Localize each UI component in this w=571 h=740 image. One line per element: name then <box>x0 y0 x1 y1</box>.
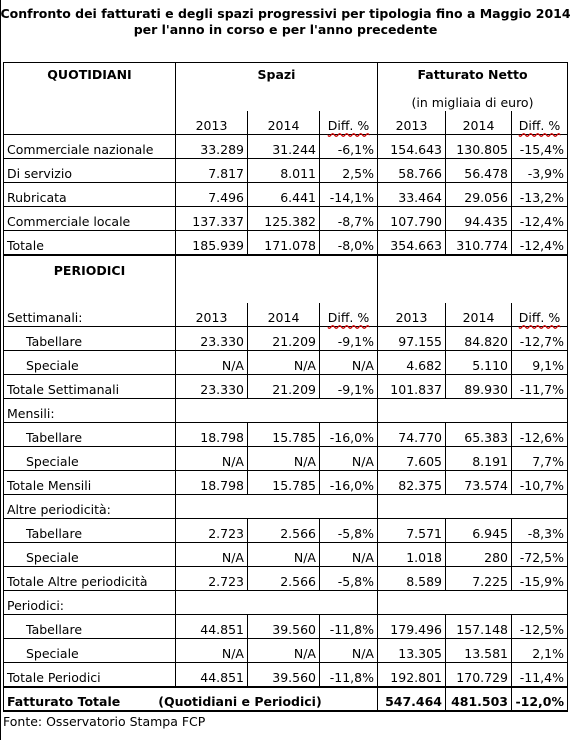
cell-sd: 2,5% <box>320 159 378 183</box>
cell-sd: N/A <box>320 351 378 375</box>
year-2014-fatturato: 2014 <box>446 303 512 327</box>
header-row-2 <box>4 87 568 111</box>
cell-fd: -8,3% <box>512 519 568 543</box>
cell-s14: N/A <box>248 639 320 663</box>
cell-f14: 6.945 <box>446 519 512 543</box>
row-label: Tabellare <box>4 615 176 639</box>
row-label: Commerciale nazionale <box>4 135 176 159</box>
cell-s14: N/A <box>248 351 320 375</box>
cell-sd: -16,0% <box>320 471 378 495</box>
empty-cell <box>378 255 568 279</box>
cell-fd: -3,9% <box>512 159 568 183</box>
row-label: Speciale <box>4 447 176 471</box>
fatturato-subheader: (in migliaia di euro) <box>378 87 568 111</box>
cell-f13: 354.663 <box>378 231 446 255</box>
empty-cell <box>4 279 176 303</box>
cell-sd: -16,0% <box>320 423 378 447</box>
group-total-row <box>4 567 568 591</box>
empty-cell <box>4 111 176 135</box>
cell-sd: -5,8% <box>320 519 378 543</box>
header-row-1 <box>4 63 568 87</box>
cell-s13: 185.939 <box>176 231 248 255</box>
group-total-row <box>4 471 568 495</box>
cell-fd: -72,5% <box>512 543 568 567</box>
cell-f14: 56.478 <box>446 159 512 183</box>
cell-sd: -8,7% <box>320 207 378 231</box>
settimanali-header-row <box>4 303 568 327</box>
periodici-header: PERIODICI <box>4 255 176 279</box>
cell-f14: 84.820 <box>446 327 512 351</box>
cell-sd: -9,1% <box>320 327 378 351</box>
cell-sd: -11,8% <box>320 615 378 639</box>
table-row <box>4 207 568 231</box>
table-row <box>4 423 568 447</box>
cell-f13: 154.643 <box>378 135 446 159</box>
cell-fd: -12,4% <box>512 231 568 255</box>
cell-f13: 74.770 <box>378 423 446 447</box>
diff-spazi: Diff. % <box>320 111 378 135</box>
cell-s13: 2.723 <box>176 519 248 543</box>
cell-fd: -10,7% <box>512 471 568 495</box>
table-row <box>4 447 568 471</box>
cell-s14: 6.441 <box>248 183 320 207</box>
row-label: Speciale <box>4 351 176 375</box>
year-2014-fatturato: 2014 <box>446 111 512 135</box>
row-label: Di servizio <box>4 159 176 183</box>
year-2013-fatturato: 2013 <box>378 111 446 135</box>
cell-s13: N/A <box>176 639 248 663</box>
cell-f13: 97.155 <box>378 327 446 351</box>
row-label: Totale Altre periodicità <box>4 567 176 591</box>
cell-f14: 94.435 <box>446 207 512 231</box>
cell-s14: 15.785 <box>248 423 320 447</box>
row-label: Speciale <box>4 639 176 663</box>
cell-f13: 1.018 <box>378 543 446 567</box>
cell-sd: N/A <box>320 447 378 471</box>
cell-s13: 18.798 <box>176 423 248 447</box>
cell-fd: -11,7% <box>512 375 568 399</box>
cell-sd: -14,1% <box>320 183 378 207</box>
periodici-header-row <box>4 255 568 279</box>
revenue-table <box>3 62 568 712</box>
cell-s13: 18.798 <box>176 471 248 495</box>
grand-total-subtext: (Quotidiani e Periodici) <box>158 693 322 709</box>
empty-cell <box>378 495 568 519</box>
cell-f13: 8.589 <box>378 567 446 591</box>
cell-f13: 33.464 <box>378 183 446 207</box>
group-header-row <box>4 495 568 519</box>
empty-cell <box>176 399 378 423</box>
cell-f13: 179.496 <box>378 615 446 639</box>
row-label: Totale <box>4 231 176 255</box>
cell-s14: N/A <box>248 543 320 567</box>
group-label: Altre periodicità: <box>4 495 176 519</box>
cell-f13: 13.305 <box>378 639 446 663</box>
grand-total-row <box>4 687 568 711</box>
cell-f14: 7.225 <box>446 567 512 591</box>
table-row <box>4 639 568 663</box>
group-header-row <box>4 591 568 615</box>
empty-cell <box>378 399 568 423</box>
empty-cell <box>176 279 378 303</box>
table-row <box>4 159 568 183</box>
group-total-row <box>4 375 568 399</box>
cell-f13: 4.682 <box>378 351 446 375</box>
diff-fatturato: Diff. % <box>512 111 568 135</box>
cell-fd: 2,1% <box>512 639 568 663</box>
cell-sd: -8,0% <box>320 231 378 255</box>
row-label: Totale Periodici <box>4 663 176 687</box>
cell-fd: -13,2% <box>512 183 568 207</box>
cell-fd: -12,6% <box>512 423 568 447</box>
year-2014-spazi: 2014 <box>248 303 320 327</box>
cell-sd: N/A <box>320 639 378 663</box>
table-row <box>4 519 568 543</box>
table-row <box>4 327 568 351</box>
year-2013-spazi: 2013 <box>176 303 248 327</box>
grand-total-label <box>4 687 378 711</box>
cell-s13: 44.851 <box>176 615 248 639</box>
cell-f14: 65.383 <box>446 423 512 447</box>
cell-s14: 21.209 <box>248 327 320 351</box>
cell-f14: 73.574 <box>446 471 512 495</box>
empty-cell <box>176 87 378 111</box>
cell-f13: 82.375 <box>378 471 446 495</box>
cell-f14: 170.729 <box>446 663 512 687</box>
table-row <box>4 351 568 375</box>
cell-s13: 33.289 <box>176 135 248 159</box>
row-label: Rubricata <box>4 183 176 207</box>
cell-s14: 2.566 <box>248 567 320 591</box>
cell-fd: -12,5% <box>512 615 568 639</box>
cell-s13: 44.851 <box>176 663 248 687</box>
group-header-row <box>4 399 568 423</box>
empty-cell <box>176 495 378 519</box>
cell-f14: 8.191 <box>446 447 512 471</box>
cell-f14: 5.110 <box>446 351 512 375</box>
cell-s14: 39.560 <box>248 615 320 639</box>
diff-fatturato: Diff. % <box>512 303 568 327</box>
year-2013-spazi: 2013 <box>176 111 248 135</box>
quotidiani-header: QUOTIDIANI <box>4 63 176 87</box>
group-label: Periodici: <box>4 591 176 615</box>
cell-f14: 89.930 <box>446 375 512 399</box>
year-2014-spazi: 2014 <box>248 111 320 135</box>
cell-s14: N/A <box>248 447 320 471</box>
table-row <box>4 543 568 567</box>
grand-total-f13: 547.464 <box>378 687 446 711</box>
table-row <box>4 135 568 159</box>
cell-s14: 21.209 <box>248 375 320 399</box>
title-line-2: per l'anno in corso e per l'anno precedente <box>133 22 438 37</box>
row-label: Totale Mensili <box>4 471 176 495</box>
cell-f14: 157.148 <box>446 615 512 639</box>
cell-s13: N/A <box>176 351 248 375</box>
title-line-1: Confronto dei fatturati e degli spazi progressivi per tipologia fino a Maggio 2014 <box>0 6 571 21</box>
empty-cell <box>176 591 378 615</box>
cell-f13: 107.790 <box>378 207 446 231</box>
cell-fd: -15,4% <box>512 135 568 159</box>
cell-fd: -12,7% <box>512 327 568 351</box>
cell-sd: -9,1% <box>320 375 378 399</box>
table-title <box>0 6 571 38</box>
cell-s13: N/A <box>176 543 248 567</box>
cell-fd: -11,4% <box>512 663 568 687</box>
empty-cell <box>378 279 568 303</box>
group-total-row <box>4 663 568 687</box>
row-label: Totale Settimanali <box>4 375 176 399</box>
cell-fd: -15,9% <box>512 567 568 591</box>
table-body <box>4 63 568 711</box>
empty-cell <box>176 255 378 279</box>
group-label: Mensili: <box>4 399 176 423</box>
diff-spazi: Diff. % <box>320 303 378 327</box>
cell-f14: 280 <box>446 543 512 567</box>
cell-s13: 7.496 <box>176 183 248 207</box>
cell-f14: 310.774 <box>446 231 512 255</box>
cell-fd: 7,7% <box>512 447 568 471</box>
empty-cell <box>378 591 568 615</box>
cell-f14: 29.056 <box>446 183 512 207</box>
cell-s13: 2.723 <box>176 567 248 591</box>
row-label: Commerciale locale <box>4 207 176 231</box>
cell-s14: 171.078 <box>248 231 320 255</box>
cell-fd: -12,4% <box>512 207 568 231</box>
grand-total-f14: 481.503 <box>446 687 512 711</box>
cell-s13: N/A <box>176 447 248 471</box>
cell-s13: 23.330 <box>176 327 248 351</box>
grand-total-fd: -12,0% <box>512 687 568 711</box>
cell-s13: 137.337 <box>176 207 248 231</box>
cell-f13: 7.571 <box>378 519 446 543</box>
header-row-years <box>4 111 568 135</box>
cell-sd: N/A <box>320 543 378 567</box>
table-row <box>4 615 568 639</box>
cell-s14: 125.382 <box>248 207 320 231</box>
table-row <box>4 183 568 207</box>
cell-sd: -5,8% <box>320 567 378 591</box>
quotidiani-total-row <box>4 231 568 255</box>
fatturato-header: Fatturato Netto <box>378 63 568 87</box>
cell-s13: 7.817 <box>176 159 248 183</box>
cell-s14: 15.785 <box>248 471 320 495</box>
source-note: Fonte: Osservatorio Stampa FCP <box>3 714 206 729</box>
row-label: Tabellare <box>4 327 176 351</box>
cell-f14: 13.581 <box>446 639 512 663</box>
spacer-row <box>4 279 568 303</box>
grand-total-text: Fatturato Totale <box>7 693 121 709</box>
cell-fd: 9,1% <box>512 351 568 375</box>
row-label: Tabellare <box>4 423 176 447</box>
empty-cell <box>4 87 176 111</box>
cell-s14: 2.566 <box>248 519 320 543</box>
row-label: Speciale <box>4 543 176 567</box>
cell-f13: 7.605 <box>378 447 446 471</box>
cell-sd: -6,1% <box>320 135 378 159</box>
group-label: Settimanali: <box>4 303 176 327</box>
cell-s13: 23.330 <box>176 375 248 399</box>
spazi-header: Spazi <box>176 63 378 87</box>
cell-sd: -11,8% <box>320 663 378 687</box>
cell-f14: 130.805 <box>446 135 512 159</box>
cell-f13: 192.801 <box>378 663 446 687</box>
cell-s14: 31.244 <box>248 135 320 159</box>
left-frame-line <box>0 0 1 740</box>
cell-f13: 101.837 <box>378 375 446 399</box>
year-2013-fatturato: 2013 <box>378 303 446 327</box>
cell-s14: 8.011 <box>248 159 320 183</box>
row-label: Tabellare <box>4 519 176 543</box>
cell-s14: 39.560 <box>248 663 320 687</box>
cell-f13: 58.766 <box>378 159 446 183</box>
